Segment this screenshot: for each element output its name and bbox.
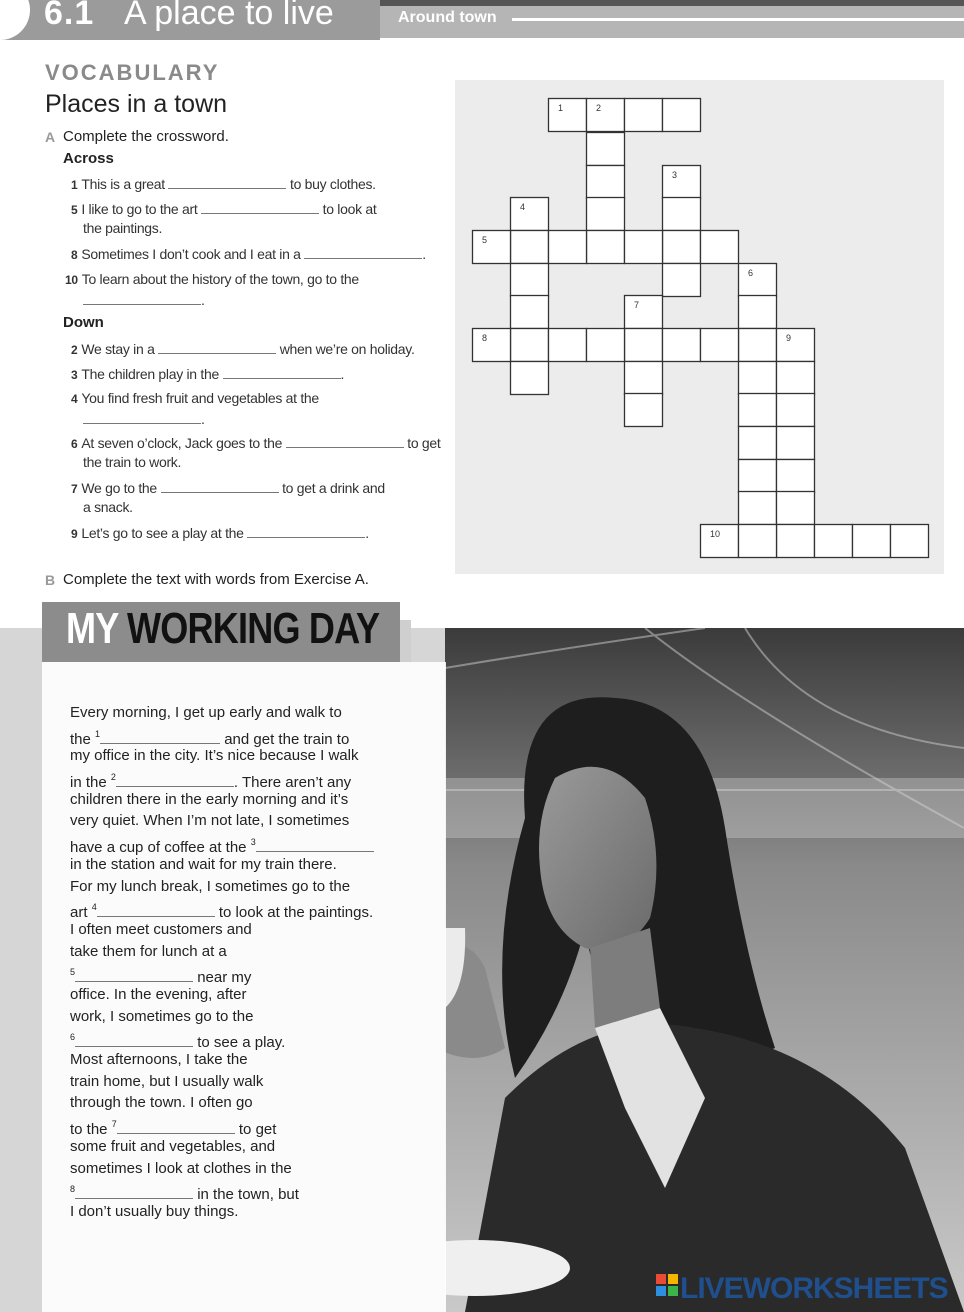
- gap-blank: [75, 1185, 193, 1199]
- gap-number: 4: [91, 902, 97, 912]
- article-line: train home, but I usually walk: [70, 1073, 264, 1090]
- article-line-rest: have a cup of coffee at the: [70, 839, 247, 856]
- crossword-number: 10: [710, 529, 721, 539]
- article-line: work, I sometimes go to the: [70, 1008, 254, 1025]
- article-line: sometimes I look at clothes in the: [70, 1160, 292, 1177]
- crossword-cell[interactable]: [587, 99, 625, 132]
- crossword-panel: [455, 80, 944, 574]
- crossword-number: 5: [482, 235, 488, 245]
- clue-text-after: .: [365, 525, 369, 541]
- down-label: Down: [63, 314, 104, 331]
- crossword-cell[interactable]: [511, 329, 549, 362]
- article-line: very quiet. When I’m not late, I sometimes: [70, 812, 350, 829]
- gap-blank: [256, 838, 374, 852]
- topic-title: Places in a town: [45, 90, 228, 118]
- clue-text-before: The children play in the: [81, 366, 219, 382]
- exercise-b-instruction: Complete the text with words from Exercise A.: [63, 571, 369, 588]
- clue-number: 3: [71, 368, 78, 382]
- crossword-cell[interactable]: [587, 133, 625, 166]
- liveworksheets-logo-icon: [656, 1270, 678, 1292]
- across-clue-10: [65, 269, 359, 290]
- article-line: children there in the early morning and it’s: [70, 791, 349, 808]
- across-clue-8: [71, 244, 426, 265]
- crossword-cell[interactable]: [777, 492, 815, 525]
- article-line-rest: in the town, but: [197, 1186, 299, 1203]
- article-prefix: art: [70, 904, 88, 921]
- clue-text-before: We go to the: [81, 480, 157, 496]
- clue-number: 5: [71, 203, 78, 217]
- crossword-cell[interactable]: [625, 394, 663, 427]
- clue-text-after: to get a drink and: [282, 480, 385, 496]
- clue-number: 4: [71, 392, 78, 406]
- clue-blank: [168, 174, 286, 189]
- crossword-number: 8: [482, 333, 488, 343]
- clue-text-before: I like to go to the art: [81, 201, 198, 217]
- liveworksheets-watermark: [656, 1270, 948, 1306]
- clue-text-after: to get: [407, 435, 441, 451]
- clue-text-after: .: [201, 292, 205, 308]
- article-prefix: to the: [70, 1121, 108, 1138]
- gap-number: 2: [110, 772, 116, 782]
- clue-blank: [158, 339, 276, 354]
- article-line-rest: . There aren’t any: [233, 774, 352, 791]
- article-line: I often meet customers and: [70, 921, 252, 938]
- clue-text-before: Sometimes I don’t cook and I eat in a: [81, 246, 301, 262]
- clue-blank: [161, 478, 279, 493]
- crossword-cell[interactable]: [473, 329, 511, 362]
- crossword-cell[interactable]: [511, 296, 549, 329]
- down-clue-3: [71, 364, 344, 385]
- exercise-b-letter: B: [45, 572, 56, 588]
- clue-number: 8: [71, 248, 78, 262]
- article-line: I don’t usually buy things.: [70, 1203, 239, 1220]
- article-prefix: in the: [70, 774, 107, 791]
- gap-blank: [97, 903, 215, 917]
- clue-blank: [201, 199, 319, 214]
- gap-blank: [75, 1033, 193, 1047]
- crossword-cell[interactable]: [587, 329, 625, 362]
- header-rule: [512, 18, 964, 21]
- photo-illustration: [445, 628, 964, 1312]
- crossword-cell[interactable]: [777, 427, 815, 460]
- across-clue-1: [71, 174, 376, 195]
- article-line: take them for lunch at a: [70, 943, 227, 960]
- gap-blank: [75, 968, 193, 982]
- crossword-cell[interactable]: [739, 394, 777, 427]
- gap-blank: [100, 730, 220, 744]
- crossword-cell[interactable]: [739, 362, 777, 395]
- clue-text-after: when we’re on holiday.: [279, 341, 415, 357]
- down-clue-7: [71, 478, 385, 499]
- down-clue-6-cont: the train to work.: [83, 454, 182, 470]
- crossword-cell[interactable]: [625, 362, 663, 395]
- article-title-word-my: MY: [66, 604, 118, 653]
- gap-number: 7: [111, 1119, 117, 1129]
- crossword-cell[interactable]: [549, 231, 587, 264]
- clue-text-after: .: [422, 246, 426, 262]
- clue-text-before: To learn about the history of the town, go to the: [81, 271, 359, 287]
- clue-blank: [286, 433, 404, 448]
- crossword-cell[interactable]: [473, 231, 511, 264]
- article-title-words: WORKING DAY: [127, 604, 380, 653]
- gap-blank: [117, 1120, 235, 1134]
- clue-number: 2: [71, 343, 78, 357]
- crossword-number: 2: [596, 103, 602, 113]
- clue-text-after: to look at: [322, 201, 377, 217]
- article-line-rest: near my: [197, 969, 252, 986]
- gap-number: 5: [70, 967, 76, 977]
- crossword-number: 9: [786, 333, 792, 343]
- crossword-cell[interactable]: [663, 166, 701, 199]
- article-prefix: the: [70, 731, 91, 748]
- clue-number: 1: [71, 178, 78, 192]
- unit-title: A place to live: [124, 0, 334, 32]
- exercise-a-letter: A: [45, 129, 56, 145]
- crossword-cell[interactable]: [625, 296, 663, 329]
- article-line-rest: to look at the paintings.: [218, 904, 374, 921]
- crossword-cell[interactable]: [739, 492, 777, 525]
- woman-with-coffee-photo: [445, 628, 964, 1312]
- clue-blank: [83, 290, 201, 305]
- down-clue-4-cont: [83, 409, 205, 429]
- article-line-rest: to see a play.: [197, 1034, 286, 1051]
- article-line: through the town. I often go: [70, 1094, 253, 1111]
- article-line: some fruit and vegetables, and: [70, 1138, 276, 1155]
- article-line: Every morning, I get up early and walk to: [70, 704, 342, 721]
- across-clue-5-cont: the paintings.: [83, 220, 163, 236]
- crossword-cell[interactable]: [701, 329, 739, 362]
- down-clue-6: [71, 433, 441, 454]
- gap-blank: [116, 773, 234, 787]
- clue-number: 9: [71, 527, 78, 541]
- clue-blank: [223, 364, 341, 379]
- crossword-cell[interactable]: [549, 329, 587, 362]
- crossword-cell[interactable]: [815, 525, 853, 558]
- crossword-cell[interactable]: [587, 231, 625, 264]
- clue-number: 6: [71, 437, 78, 451]
- gap-number: 8: [70, 1184, 76, 1194]
- section-title: Around town: [398, 9, 497, 26]
- clue-text-after: to buy clothes.: [290, 176, 376, 192]
- crossword-cell[interactable]: [511, 198, 549, 231]
- crossword-cell[interactable]: [739, 264, 777, 297]
- crossword-cell[interactable]: [511, 231, 549, 264]
- crossword-number: 4: [520, 202, 526, 212]
- unit-header: [0, 0, 964, 40]
- crossword-cell[interactable]: [777, 362, 815, 395]
- article-line: office. In the evening, after: [70, 986, 247, 1003]
- crossword-cell[interactable]: [625, 99, 663, 132]
- crossword-cell[interactable]: [587, 166, 625, 199]
- crossword-cell[interactable]: [663, 99, 701, 132]
- clue-blank: [83, 409, 201, 424]
- crossword-grid: [455, 80, 944, 574]
- crossword-cell[interactable]: [777, 460, 815, 493]
- article-line: in the station and wait for my train there.: [70, 856, 337, 873]
- crossword-cell[interactable]: [739, 329, 777, 362]
- down-clue-7-cont: a snack.: [83, 499, 133, 515]
- crossword-cell[interactable]: [853, 525, 891, 558]
- clue-number: 7: [71, 482, 78, 496]
- exercise-a-instruction: Complete the crossword.: [63, 128, 229, 145]
- article-title: [66, 604, 379, 654]
- crossword-cell[interactable]: [701, 231, 739, 264]
- article-line-rest: to get: [238, 1121, 277, 1138]
- gap-number: 1: [95, 729, 101, 739]
- down-clue-2: [71, 339, 415, 360]
- gap-number: 6: [70, 1032, 76, 1042]
- crossword-cell[interactable]: [739, 525, 777, 558]
- crossword-cell[interactable]: [587, 198, 625, 231]
- crossword-cell[interactable]: [625, 329, 663, 362]
- clue-blank: [247, 523, 365, 538]
- across-label: Across: [63, 150, 114, 167]
- crossword-cell[interactable]: [663, 329, 701, 362]
- crossword-number: 7: [634, 300, 640, 310]
- crossword-cell[interactable]: [549, 99, 587, 132]
- clue-number: 10: [65, 273, 78, 287]
- crossword-cell[interactable]: [739, 296, 777, 329]
- clue-text-after: .: [340, 366, 345, 382]
- vocabulary-heading: VOCABULARY: [45, 60, 220, 85]
- clue-text-before: Let’s go to see a play at the: [81, 525, 244, 541]
- article-line: For my lunch break, I sometimes go to the: [70, 878, 351, 895]
- gap-number: 3: [250, 837, 256, 847]
- crossword-cell[interactable]: [777, 525, 815, 558]
- clue-text-before: You find fresh fruit and vegetables at the: [81, 390, 319, 406]
- unit-number: 6.1: [44, 0, 95, 32]
- crossword-number: 3: [672, 170, 678, 180]
- across-clue-10-cont: [83, 290, 205, 310]
- crossword-cell[interactable]: [739, 427, 777, 460]
- article-line-rest: and get the train to: [224, 731, 350, 748]
- article-line: my office in the city. It’s nice because I walk: [70, 747, 359, 764]
- crossword-number: 1: [558, 103, 564, 113]
- crossword-cell[interactable]: [663, 198, 701, 231]
- crossword-cell[interactable]: [777, 329, 815, 362]
- crossword-cell[interactable]: [891, 525, 929, 558]
- crossword-cell[interactable]: [511, 362, 549, 395]
- clue-text-before: This is a great: [81, 176, 165, 192]
- crossword-cell[interactable]: [511, 264, 549, 297]
- across-clue-5: [71, 199, 376, 220]
- down-clue-4: [71, 388, 319, 409]
- crossword-cell[interactable]: [739, 460, 777, 493]
- clue-text-after: .: [201, 411, 205, 427]
- crossword-cell[interactable]: [663, 231, 701, 264]
- clue-text-before: We stay in a: [81, 341, 155, 357]
- crossword-cell[interactable]: [777, 394, 815, 427]
- crossword-cell[interactable]: [663, 264, 701, 297]
- clue-text-before: At seven o’clock, Jack goes to the: [81, 435, 283, 451]
- watermark-text: LIVEWORKSHEETS: [680, 1272, 948, 1305]
- clue-blank: [304, 244, 422, 259]
- crossword-number: 6: [748, 268, 754, 278]
- article-line: Most afternoons, I take the: [70, 1051, 248, 1068]
- down-clue-9: [71, 523, 369, 544]
- crossword-cell[interactable]: [625, 231, 663, 264]
